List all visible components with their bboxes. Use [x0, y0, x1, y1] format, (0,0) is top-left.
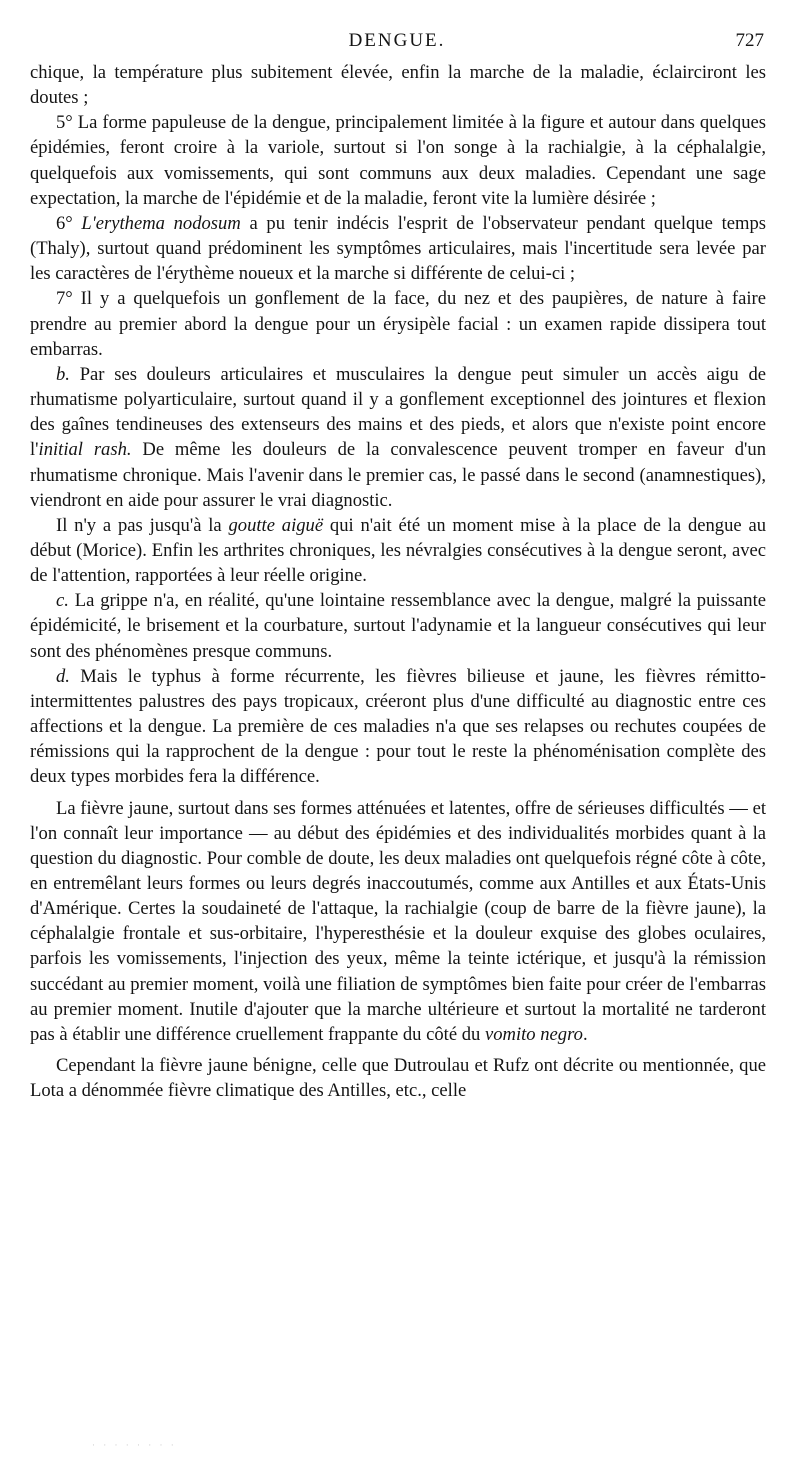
page-number: 727 [735, 30, 764, 51]
running-title: DENGUE. [348, 30, 446, 51]
section-letter: c. [56, 590, 69, 612]
emphasized-term: goutte aiguë [228, 514, 324, 536]
paragraph: 5° La forme papuleuse de la dengue, principalement limitée à la figure et autour dans quelques épidémies, feront croire à la variole, surtout si l'on songe à la rachialgie, à la céphalalgie, quelquefois aux vomissements, qui sont communs aux deux maladies. Cependant une sage expectation, la marche de l'épidémie et de la maladie, feront vite la lumière désirée ; [30, 112, 766, 209]
paragraph: 7° Il y a quelquefois un gonflement de la face, du nez et des paupières, de nature à faire prendre au premier abord la dengue pour un érysipèle facial : un examen rapide dissipera tout embarras. [30, 288, 766, 360]
paragraph: Il n'y a pas jusqu'à la goutte aiguë qui n'ait été un moment mise à la place de la dengue au début (Morice). Enfin les arthrites chroniques, les névralgies consécutives à la dengue seront, avec de l'attention, rapportées à leur réelle origine. [30, 514, 766, 587]
paragraph: b. Par ses douleurs articulaires et musculaires la dengue peut simuler un accès aigu de rhumatisme polyarticulaire, surtout quand il y a gonflement exceptionnel des jointures et flexion des gaînes tendineuses des extenseurs des mains et des pieds, et alors que n'existe point encore l'initial rash. De même les douleurs de la convalescence peuvent tromper en faveur d'un rhumatisme chronique. Mais l'avenir dans le premier cas, le passé dans le second (anamnestiques), viendront en aide pour assurer le vrai diagnostic. [30, 363, 766, 511]
section-letter: b. [56, 363, 70, 385]
page-header [30, 30, 764, 56]
latin-term: L'erythema nodosum [81, 212, 241, 234]
emphasized-term: initial rash. [38, 439, 132, 461]
paragraph: chique, la température plus subitement élevée, enfin la marche de la maladie, éclairciront les doutes ; [30, 62, 766, 109]
scan-artifact: · · · · · · · · [92, 1440, 177, 1450]
section-letter: d. [56, 665, 70, 687]
paragraph: d. Mais le typhus à forme récurrente, les fièvres bilieuse et jaune, les fièvres rémitto-intermittentes palustres des pays tropicaux, créeront plus d'une difficulté au diagnostic entre ces affections et la dengue. La première de ces maladies n'a que ses relapses ou rechutes coupées de rémissions qui la rapprochent de la dengue : pour tout le reste la phénoménisation complète des deux types morbides fera la différence. [30, 665, 766, 788]
paragraph: Cependant la fièvre jaune bénigne, celle que Dutroulau et Rufz ont décrite ou mentionnée, que Lota a dénommée fièvre climatique des Antilles, etc., celle [30, 1055, 766, 1102]
paragraph: La fièvre jaune, surtout dans ses formes atténuées et latentes, offre de sérieuses difficultés — et l'on connaît leur importance — au début des épidémies et des individualités morbides quant à la question du diagnostic. Pour comble de doute, les deux maladies ont quelquefois régné côte à côte, en entremêlant leurs formes ou leurs degrés inaccoutumés, comme aux Antilles et aux États-Unis d'Amérique. Certes la soudaineté de l'attaque, la rachialgie (coup de barre de la fièvre jaune), la céphalalgie frontale et sus-orbitaire, l'hyperesthésie et la douleur exquise des globes oculaires, parfois les vomissements, l'injection des yeux, même la teinte ictérique, et jusqu'à la rémission succédant au premier moment, voilà une filiation de symptômes bien faite pour créer de l'embarras au premier moment. Inutile d'ajouter que la marche ultérieure et surtout la mortalité ne tarderont pas à établir une différence cruellement frappante du côté du vomito negro. [30, 797, 766, 1045]
paragraph: 6° L'erythema nodosum a pu tenir indécis l'esprit de l'observateur pendant quelque temps (Thaly), surtout quand prédominent les symptômes articulaires, mais l'incertitude sera levée par les caractères de l'érythème noueux et la marche si différente de celui-ci ; [30, 212, 766, 285]
emphasized-term: vomito negro [484, 1023, 583, 1045]
body-text [30, 60, 766, 1103]
paragraph: c. La grippe n'a, en réalité, qu'une lointaine ressemblance avec la dengue, malgré la puissante épidémicité, le brisement et la courbature, surtout l'adynamie et la langueur consécutives qui leur sont des phénomènes presque communs. [30, 590, 766, 662]
